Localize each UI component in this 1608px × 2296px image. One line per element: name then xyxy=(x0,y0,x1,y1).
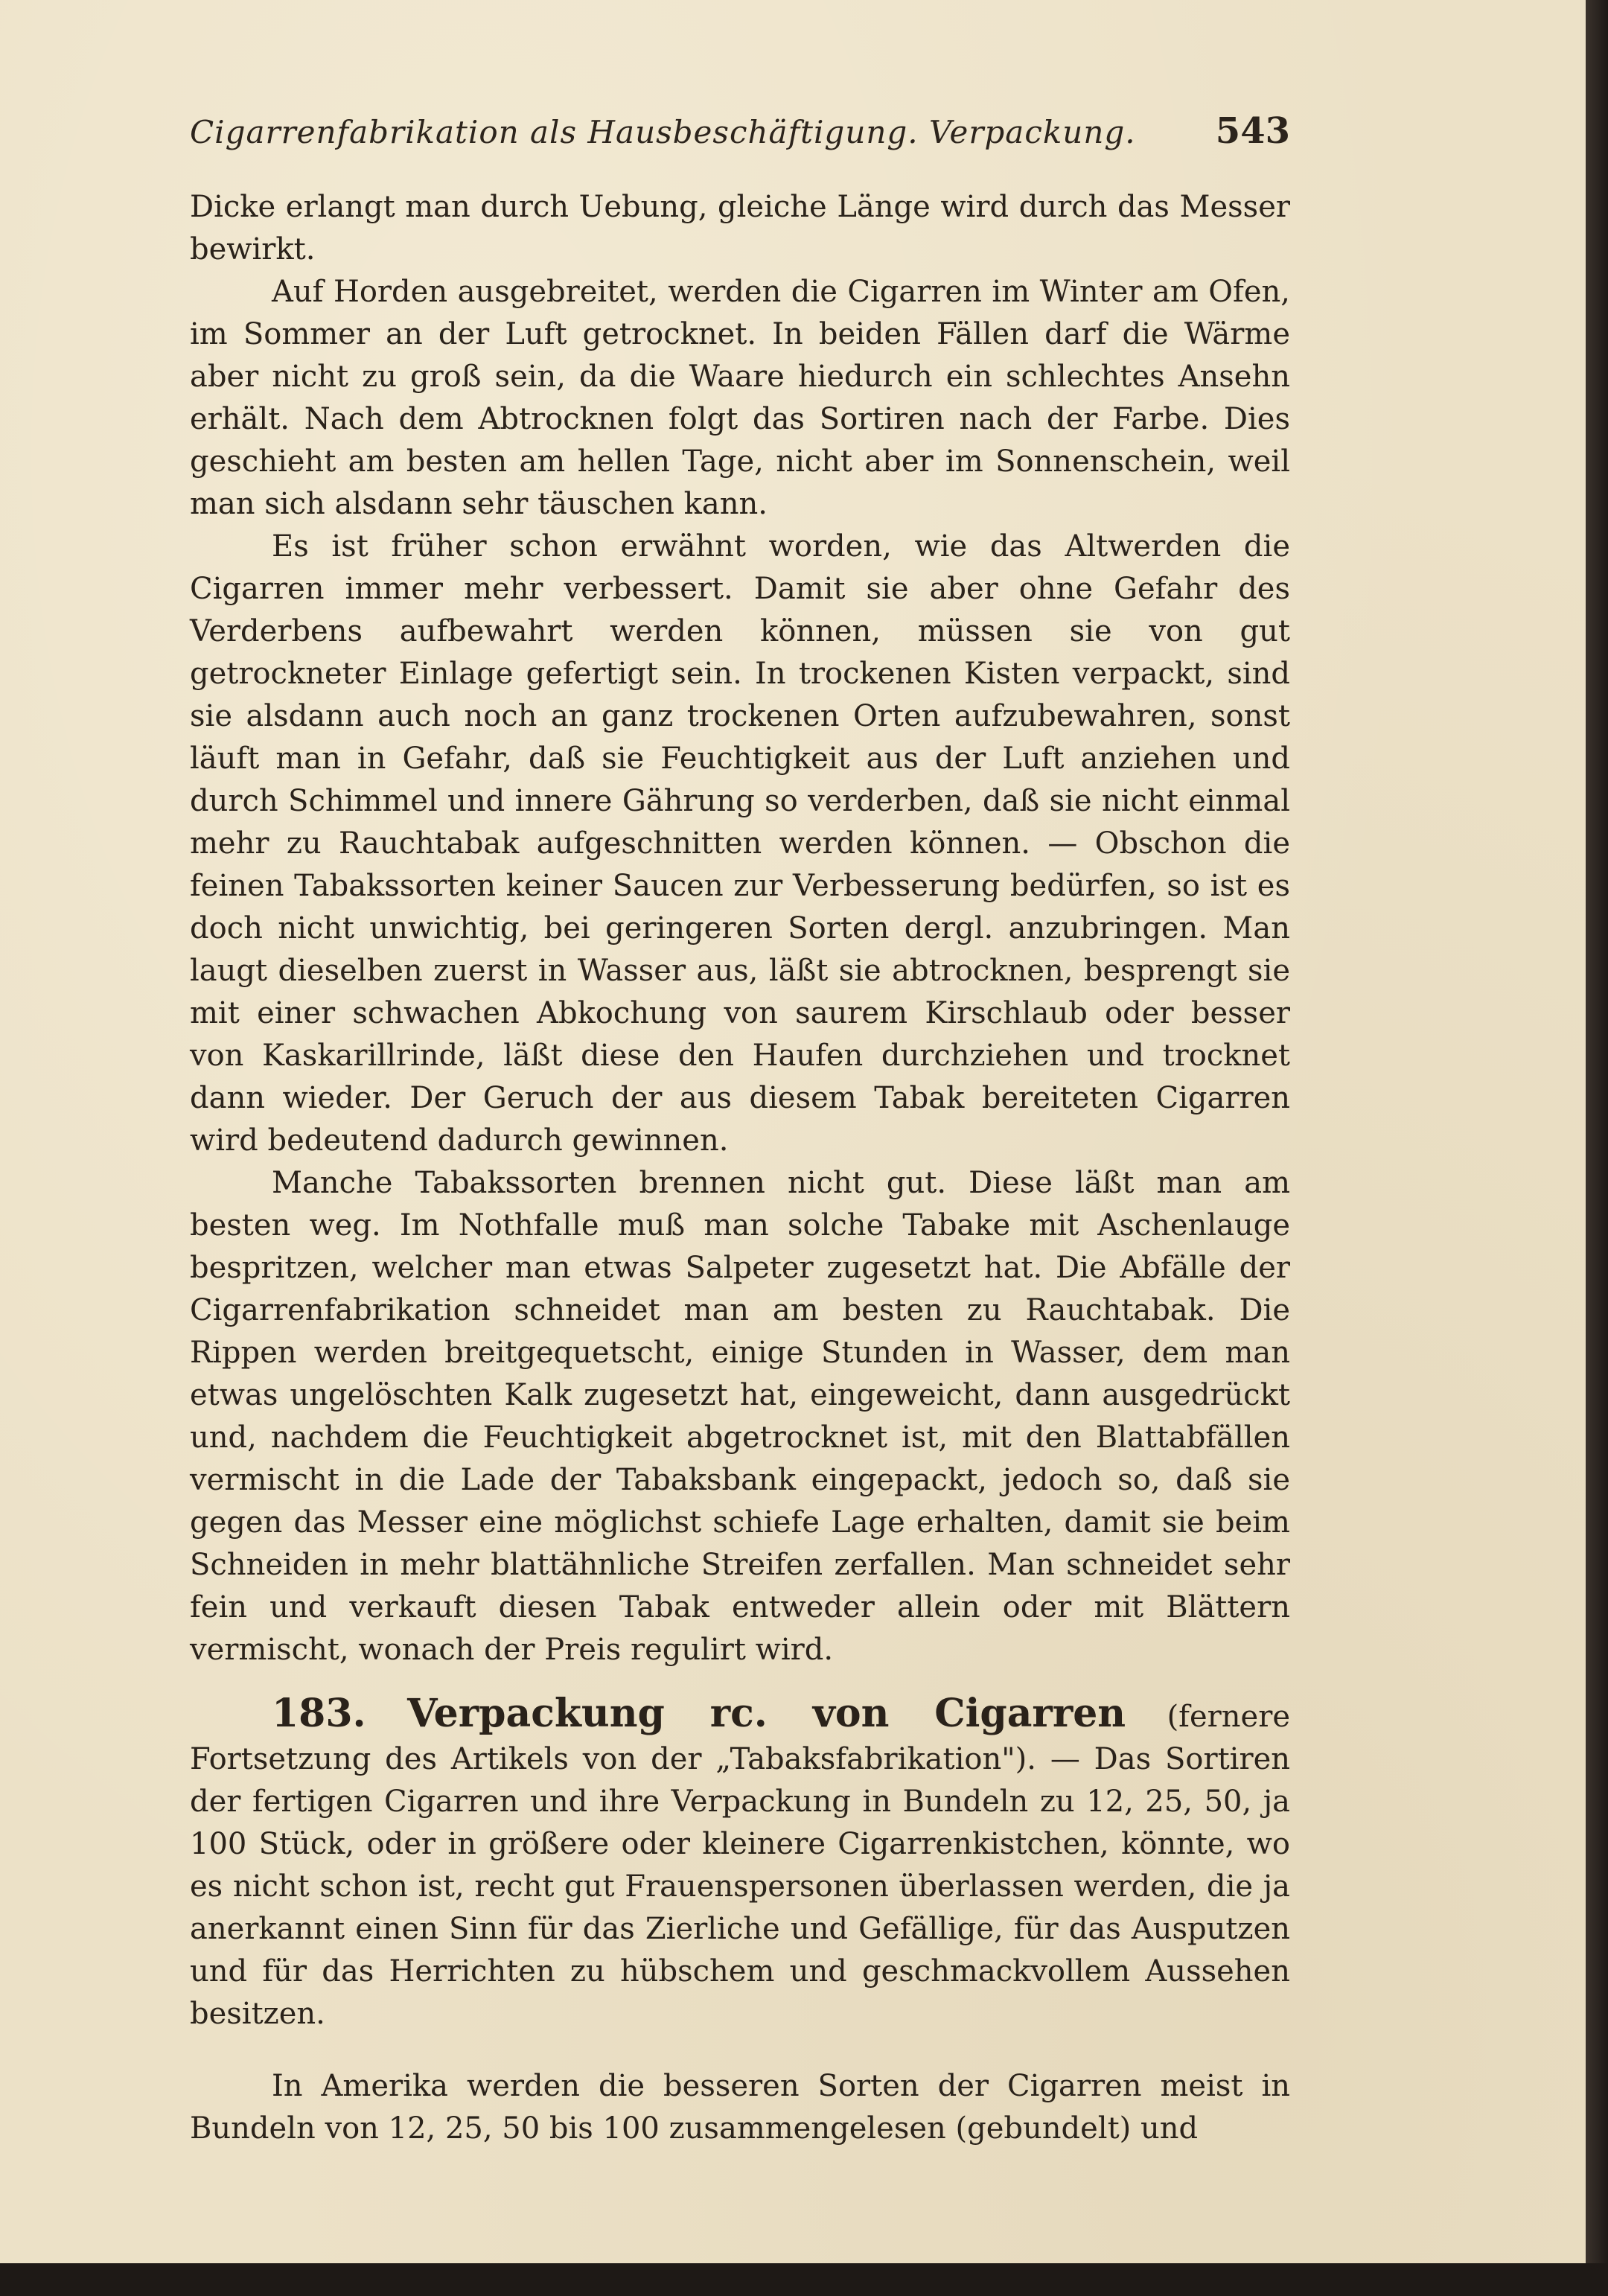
running-head xyxy=(190,110,1290,170)
section-183 xyxy=(190,1692,1290,2035)
paragraph-tobacco-sorts: Manche Tabakssorten brennen nicht gut. Diese läßt man am besten weg. Im Nothfalle muß man solche Tabake mit Aschenlauge bespritzen, welcher man etwas Salpeter zugesetzt hat. Die Abfälle der Cigarrenfabrikation schneidet man am besten zu Rauchtabak. Die Rippen werden breitgequetscht, einige Stunden in Wasser, dem man etwas ungelöschten Kalk zugesetzt hat, eingeweicht, dann ausgedrückt und, nachdem die Feuchtigkeit abgetrocknet ist, mit den Blattabfällen vermischt in die Lade der Tabaksbank eingepackt, jedoch so, daß sie gegen das Messer eine möglichst schiefe Lage erhalten, damit sie beim Schneiden in mehr blattähnliche Streifen zerfallen. Man schneidet sehr fein und verkauft diesen Tabak entweder allein oder mit Blättern vermischt, wonach der Preis regulirt wird. xyxy=(190,1166,1290,1667)
section-number: 183. xyxy=(272,1691,366,1736)
section-text: (fernere Fortsetzung des Artikels von der „Tabaksfabrikation"). — Das Sortiren der fertigen Cigarren und ihre Verpackung in Bundeln zu 12, 25, 50, ja 100 Stück, oder in größere oder kleinere Cigarrenkistchen, könnte, wo es nicht schon ist, recht gut Frauenspersonen überlassen werden, die ja anerkannt einen Sinn für das Zierliche und Gefällige, für das Ausputzen und für das Herrichten zu hübschem und geschmackvollem Aussehen besitzen. xyxy=(190,1700,1291,2031)
page-edge xyxy=(1586,0,1608,2263)
body-text xyxy=(190,186,1290,2150)
running-title: Cigarrenfabrikation als Hausbeschäftigung. Verpackung. xyxy=(190,114,1136,150)
page-number: 543 xyxy=(1215,110,1290,152)
section-title: Verpackung rc. von Cigarren xyxy=(407,1691,1126,1736)
bottom-edge xyxy=(0,2263,1608,2296)
paragraph-continuation: Dicke erlangt man durch Uebung, gleiche Länge wird durch das Messer bewirkt. xyxy=(190,190,1290,267)
paragraph-storage: Es ist früher schon erwähnt worden, wie das Altwerden die Cigarren immer mehr verbessert. Damit sie aber ohne Gefahr des Verderbens aufbewahrt werden können, müssen sie von gut getrockneter Einlage gefertigt sein. In trockenen Kisten verpackt, sind sie alsdann auch noch an ganz trockenen Orten aufzubewahren, sonst läuft man in Gefahr, daß sie Feuchtigkeit aus der Luft anziehen und durch Schimmel und innere Gährung so verderben, daß sie nicht einmal mehr zu Rauchtabak aufgeschnitten werden können. — Obschon die feinen Tabakssorten keiner Saucen zur Verbesserung bedürfen, so ist es doch nicht unwichtig, bei geringeren Sorten dergl. anzubringen. Man laugt dieselben zuerst in Wasser aus, läßt sie abtrocknen, besprengt sie mit einer schwachen Abkochung von saurem Kirschlaub oder besser von Kaskarillrinde, läßt diese den Haufen durchziehen und trocknet dann wieder. Der Geruch der aus diesem Tabak bereiteten Cigarren wird bedeutend dadurch gewinnen. xyxy=(190,529,1290,1158)
paragraph-drying: Auf Horden ausgebreitet, werden die Cigarren im Winter am Ofen, im Sommer an der Luft getrocknet. In beiden Fällen darf die Wärme aber nicht zu groß sein, da die Waare hiedurch ein schlechtes Ansehn erhält. Nach dem Abtrocknen folgt das Sortiren nach der Farbe. Dies geschieht am besten am hellen Tage, nicht aber im Sonnenschein, weil man sich alsdann sehr täuschen kann. xyxy=(190,275,1290,521)
paragraph-america: In Amerika werden die besseren Sorten der Cigarren meist in Bundeln von 12, 25, 50 bis 100 zusammengelesen (gebundelt) und xyxy=(190,2069,1290,2146)
